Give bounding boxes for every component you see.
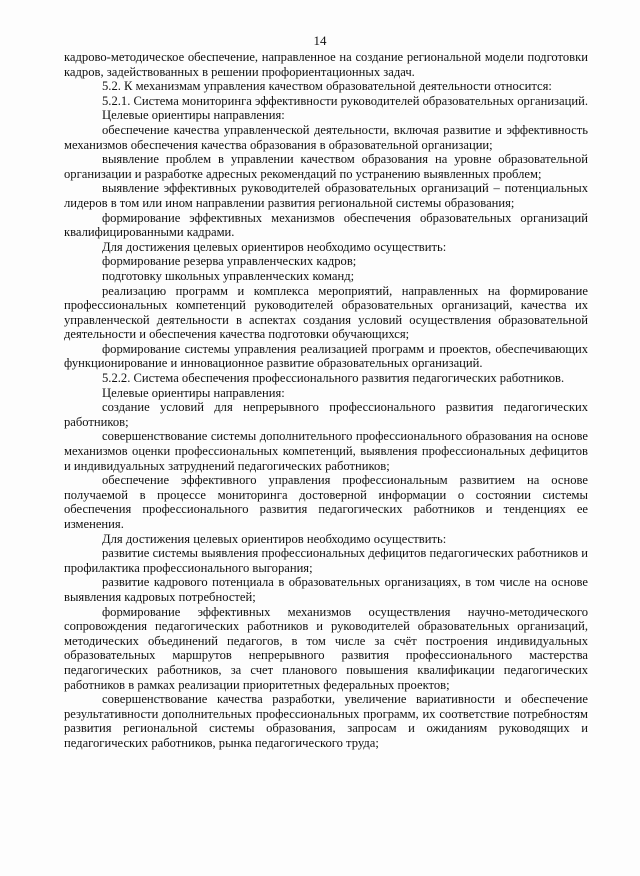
paragraph-18: обеспечение эффективного управления профессиональным развитием на основе получаемой в процессе мониторинга достоверной информации о состоянии системы обеспечения профессионального развития педагогических работников и тенденциях ее изменения. [64,473,588,531]
paragraph-1: кадрово-методическое обеспечение, направленное на создание региональной модели подготовки кадров, задействованных в решении профориентационных задач. [64,50,588,79]
paragraph-22: формирование эффективных механизмов осуществления научно-методического сопровождения педагогических работников и руководителей образовательных организаций, методических объединений педагогов, в том числе за счёт построения индивидуальных образовательных маршрутов непрерывного развития профессионального мастерства педагогических работников, за счет планового повышения квалификации педагогических работников в рамках реализации приоритетных федеральных проектов; [64,604,588,692]
paragraph-23: совершенствование качества разработки, увеличение вариативности и обеспечение результативности дополнительных профессиональных программ, их соответствие потребностям развития региональной системы образования, запросам и ожиданиям руководящих и педагогических работников, рынка педагогического труда; [64,692,588,750]
paragraph-10: формирование резерва управленческих кадров; [102,254,357,269]
page-number: 14 [313,33,327,48]
paragraph-8: формирование эффективных механизмов обеспечения образовательных организаций квалифицированными кадрами. [64,210,588,240]
paragraph-13: формирование системы управления реализацией программ и проектов, обеспечивающих функционирование и инновационное развитие образовательных организаций. [64,341,588,371]
paragraph-11: подготовку школьных управленческих команд; [102,268,355,283]
paragraph-15: Целевые ориентиры направления: [102,385,285,400]
paragraph-2: 5.2. К механизмам управления качеством образовательной деятельности относится: [102,79,552,94]
paragraph-3: 5.2.1. Система мониторинга эффективности руководителей образовательных организаций. [102,93,588,108]
paragraph-4: Целевые ориентиры направления: [102,108,285,123]
paragraph-14: 5.2.2. Система обеспечения профессионального развития педагогических работников. [102,371,565,386]
paragraph-21: развитие кадрового потенциала в образовательных организациях, в том числе на основе выявления кадровых потребностей; [64,575,588,604]
paragraph-20: развитие системы выявления профессиональных дефицитов педагогических работников и профилактика профессионального выгорания; [64,546,588,575]
paragraph-12: реализацию программ и комплекса мероприятий, направленных на формирование профессиональных компетенций руководителей образовательных организаций, качества их управленческой деятельности в аспектах создания условий осуществления образовательной деятельности и обеспечения качества подготовки обучающихся; [64,283,588,342]
paragraph-5: обеспечение качества управленческой деятельности, включая развитие и эффективность механизмов обеспечения качества образования в образовательной организации; [64,122,588,152]
paragraph-17: совершенствование системы дополнительного профессионального образования на основе механизмов оценки профессиональных компетенций, выявления профессиональных дефицитов и индивидуальных затруднений педагогических работников; [64,429,588,473]
paragraph-6: выявление проблем в управлении качеством образования на уровне образовательной организации и разработке адресных рекомендаций по устранению выявленных проблем; [64,152,588,181]
document-body [64,50,588,751]
paragraph-7: выявление эффективных руководителей образовательных организаций – потенциальных лидеров в том или ином направлении развития региональной системы образования; [64,181,588,210]
paragraph-19: Для достижения целевых ориентиров необходимо осуществить: [102,531,447,546]
paragraph-9: Для достижения целевых ориентиров необходимо осуществить: [102,239,447,254]
paragraph-16: создание условий для непрерывного профессионального развития педагогических работников; [64,400,588,429]
